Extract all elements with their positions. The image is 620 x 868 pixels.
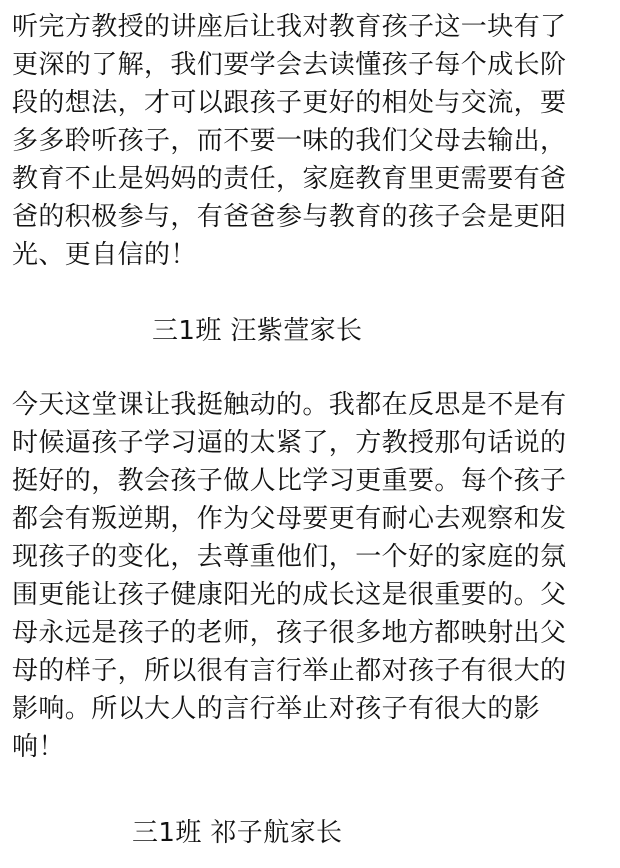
text-line: 响！ <box>12 732 65 762</box>
text-line: 多多聆听孩子，而不要一味的我们父母去输出， <box>12 126 567 156</box>
feedback-paragraph-2 <box>12 386 612 766</box>
feedback-paragraph-1 <box>12 8 612 274</box>
signature-1: 三1班 汪紫萱家长 <box>152 316 363 346</box>
text-line: 时候逼孩子学习逼的太紧了，方教授那句话说的 <box>12 428 567 458</box>
text-line: 光、更自信的！ <box>12 240 197 270</box>
text-line: 教育不止是妈妈的责任，家庭教育里更需要有爸 <box>12 164 567 194</box>
text-line: 围更能让孩子健康阳光的成长这是很重要的。父 <box>12 580 567 610</box>
text-line: 今天这堂课让我挺触动的。我都在反思是不是有 <box>12 390 567 420</box>
text-line: 段的想法，才可以跟孩子更好的相处与交流，要 <box>12 88 567 118</box>
text-line: 母的样子，所以很有言行举止都对孩子有很大的 <box>12 656 567 686</box>
text-line: 挺好的，教会孩子做人比学习更重要。每个孩子 <box>12 466 567 496</box>
text-line: 爸的积极参与，有爸爸参与教育的孩子会是更阳 <box>12 202 567 232</box>
signature-2: 三1班 祁子航家长 <box>132 818 343 848</box>
text-line: 听完方教授的讲座后让我对教育孩子这一块有了 <box>12 12 567 42</box>
text-line: 现孩子的变化，去尊重他们，一个好的家庭的氛 <box>12 542 567 572</box>
text-line: 母永远是孩子的老师，孩子很多地方都映射出父 <box>12 618 567 648</box>
text-line: 影响。所以大人的言行举止对孩子有很大的影 <box>12 694 541 724</box>
text-line: 都会有叛逆期，作为父母要更有耐心去观察和发 <box>12 504 567 534</box>
text-line: 更深的了解，我们要学会去读懂孩子每个成长阶 <box>12 50 567 80</box>
